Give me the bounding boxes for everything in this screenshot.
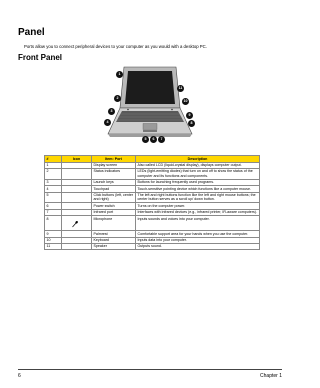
item-name: Click buttons (left, center and right) bbox=[92, 192, 136, 203]
row-number: 2 bbox=[45, 168, 62, 179]
callout-marker: 9 bbox=[186, 112, 193, 119]
page-title: Panel bbox=[18, 27, 45, 38]
microphone-icon bbox=[71, 220, 79, 229]
chapter-label: Chapter 1 bbox=[260, 373, 282, 379]
item-description: Turns on the computer power. bbox=[136, 203, 260, 209]
callout-marker: 2 bbox=[114, 95, 121, 102]
item-name: Microphone bbox=[92, 216, 136, 231]
item-name: Status indicators bbox=[92, 168, 136, 179]
item-description: Also called LCD (liquid-crystal display), displays computer output. bbox=[136, 162, 260, 168]
item-description: Inputs data into your computer. bbox=[136, 237, 260, 243]
row-number: 1 bbox=[45, 162, 62, 168]
callout-marker: 8 bbox=[188, 120, 195, 127]
item-description: LEDs (light-emitting diodes) that turn on and off to show the status of the computer and its functions and components. bbox=[136, 168, 260, 179]
item-name: Speaker bbox=[92, 243, 136, 249]
row-number: 6 bbox=[45, 203, 62, 209]
item-name: Display screen bbox=[92, 162, 136, 168]
item-description: The left and right buttons function like the left and right mouse buttons; the center button serves as a scroll up/ down button. bbox=[136, 192, 260, 203]
item-description: Touch-sensitive pointing device which functions like a computer mouse. bbox=[136, 186, 260, 192]
callout-marker: 10 bbox=[183, 99, 188, 103]
section-title: Front Panel bbox=[18, 53, 63, 62]
item-description: Comfortable support area for your hands when you use the computer. bbox=[136, 231, 260, 237]
table-row bbox=[45, 216, 260, 231]
item-name: Launch keys bbox=[92, 179, 136, 185]
item-name: Power switch bbox=[92, 203, 136, 209]
page-number: 6 bbox=[18, 373, 21, 379]
item-description: Inputs sounds and voices into your computer. bbox=[136, 216, 260, 231]
callout-marker: 6 bbox=[150, 136, 157, 143]
item-name: Touchpad bbox=[92, 186, 136, 192]
item-name: Palmrest bbox=[92, 231, 136, 237]
item-description: Outputs sound. bbox=[136, 243, 260, 249]
front-panel-table bbox=[44, 155, 260, 250]
callout-marker: 5 bbox=[142, 136, 149, 143]
row-number: 11 bbox=[45, 243, 62, 249]
icon-cell bbox=[62, 216, 92, 231]
row-number: 7 bbox=[45, 209, 62, 215]
intro-text: Ports allow you to connect peripheral devices to your computer as you would with a desktop PC. bbox=[24, 44, 207, 49]
row-number: 3 bbox=[45, 179, 62, 185]
item-description: Buttons for launching frequently used programs. bbox=[136, 179, 260, 185]
column-header: Description bbox=[136, 156, 260, 163]
item-name: Infrared port bbox=[92, 209, 136, 215]
table-row bbox=[45, 243, 260, 249]
item-name: Keyboard bbox=[92, 237, 136, 243]
row-number: 10 bbox=[45, 237, 62, 243]
column-header: # bbox=[45, 156, 62, 163]
footer-divider bbox=[18, 369, 282, 370]
row-number: 9 bbox=[45, 231, 62, 237]
row-number: 4 bbox=[45, 186, 62, 192]
column-header: Icon bbox=[62, 156, 92, 163]
row-number: 5 bbox=[45, 192, 62, 203]
item-description: Interfaces with infrared devices (e.g., infrared printer, IR-aware computers). bbox=[136, 209, 260, 215]
column-header: Item: Port bbox=[92, 156, 136, 163]
icon-cell bbox=[62, 243, 92, 249]
callout-marker: 11 bbox=[178, 86, 183, 90]
callout-marker: 1 bbox=[116, 71, 123, 78]
callout-marker: 4 bbox=[104, 119, 111, 126]
callout-marker: 3 bbox=[108, 108, 115, 115]
table-row bbox=[45, 168, 260, 179]
row-number: 8 bbox=[45, 216, 62, 231]
icon-cell bbox=[62, 168, 92, 179]
icon-cell bbox=[62, 192, 92, 203]
table-row bbox=[45, 192, 260, 203]
laptop-illustration bbox=[100, 64, 200, 142]
callout-marker: 7 bbox=[158, 136, 165, 143]
